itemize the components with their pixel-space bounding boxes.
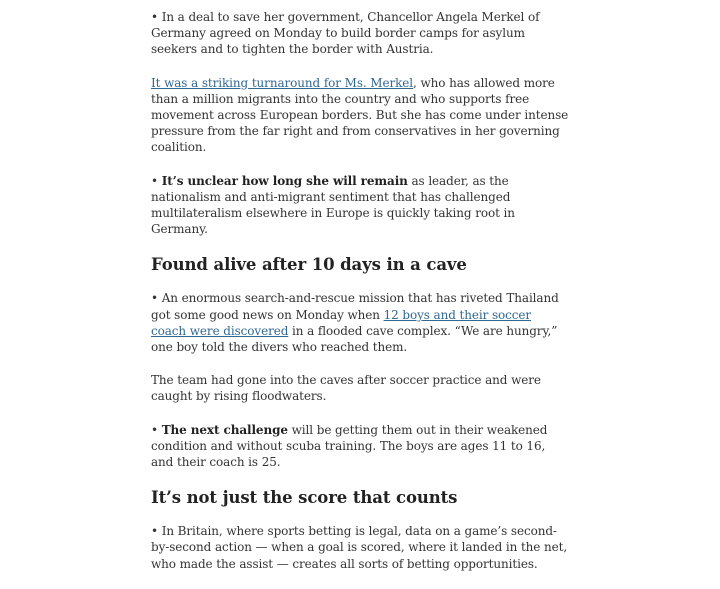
paragraph-text: The team had gone into the caves after soccer practice and were caught by rising floodwaters.: [151, 373, 541, 404]
boys-discovered-link[interactable]: 12 boys and their soccer coach were discovered: [151, 307, 532, 338]
paragraph-text: In Britain, where sports betting is legal, data on a game’s second-by-second action — when a goal is scored, where it landed in the net, who made the assist — creates all sorts of betting opportunities.: [151, 524, 568, 571]
bullet: •: [151, 10, 162, 24]
cave-paragraph-2: [151, 372, 569, 404]
bold-lead: The next challenge: [161, 422, 288, 437]
paragraph-text: in a flooded cave complex. “We are hungry,” one boy told the divers who reached them.: [151, 323, 558, 355]
bullet: •: [151, 291, 162, 306]
bullet: •: [151, 422, 162, 437]
betting-paragraph-1: [151, 523, 569, 572]
paragraph-text: as leader, as the nationalism and anti-migrant sentiment that has challenged multilateralism elsewhere in Europe is quickly taking root in Germany.: [151, 173, 515, 237]
paragraph-text: , who has allowed more than a million migrants into the country and who supports free movement across European borders. But she has come under intense pressure from the far right and from conservatives in her governing coalition.: [151, 75, 569, 155]
merkel-turnaround-link[interactable]: It was a striking turnaround for Ms. Merkel: [151, 75, 414, 90]
merkel-paragraph-2: [151, 75, 569, 156]
merkel-paragraph-1: [151, 9, 569, 58]
bold-lead: It’s unclear how long she will remain: [161, 173, 408, 188]
cave-paragraph-1: [151, 290, 569, 355]
cave-section-heading: Found alive after 10 days in a cave: [151, 255, 467, 275]
bullet: •: [151, 524, 162, 539]
betting-section-heading: It’s not just the score that counts: [151, 488, 458, 508]
cave-paragraph-3: [151, 422, 569, 471]
paragraph-text: In a deal to save her government, Chancellor Angela Merkel of Germany agreed on Monday to build border camps for asylum seekers and to tighten the border with Austria.: [151, 10, 540, 57]
paragraph-text: will be getting them out in their weakened condition and without scuba training. The boys are ages 11 to 16, and their coach is 25.: [151, 422, 548, 470]
bullet: •: [151, 173, 162, 188]
paragraph-text: An enormous search-and-rescue mission that has riveted Thailand got some good news on Monday when: [151, 291, 559, 322]
merkel-paragraph-3: [151, 173, 569, 238]
newsletter-article: [151, 0, 569, 589]
